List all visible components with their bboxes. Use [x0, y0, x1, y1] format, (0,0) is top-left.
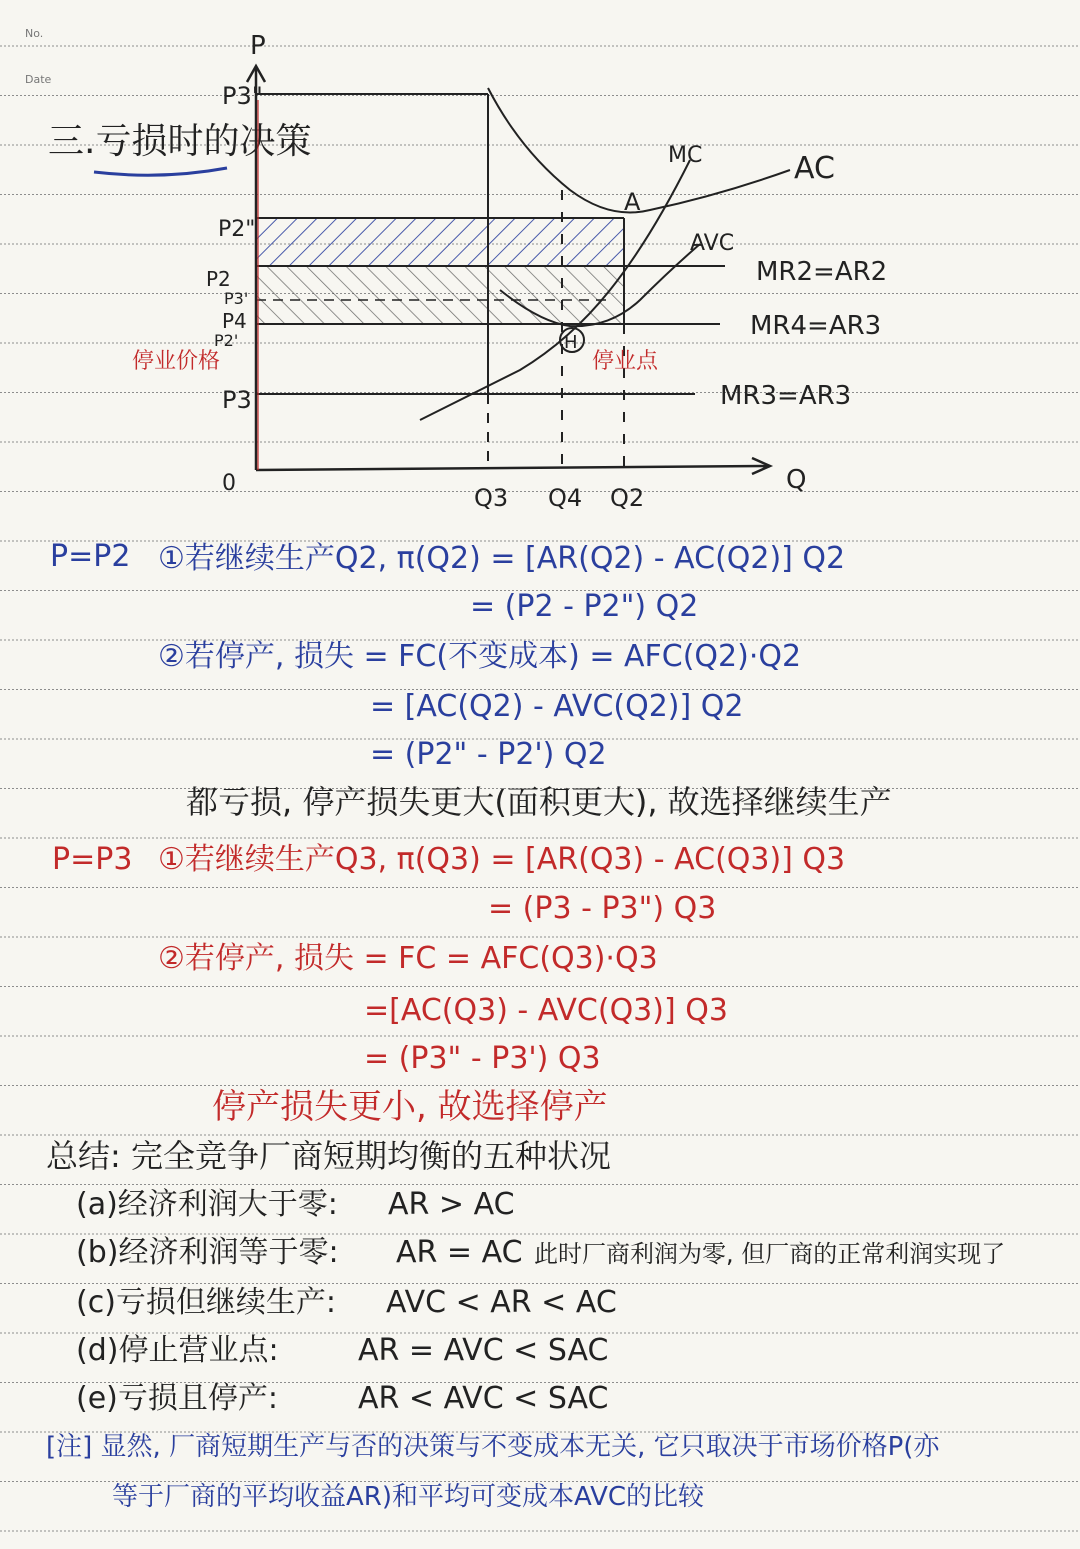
mr2-label: MR2=AR2 — [756, 257, 888, 287]
case-p2-line: = (P2" - P2') Q2 — [370, 737, 607, 772]
page-title: 三.亏损时的决策 — [48, 121, 312, 162]
summary-item-label: (e)亏损且停产: — [76, 1381, 278, 1416]
note-line: 等于厂商的平均收益AR)和平均可变成本AVC的比较 — [112, 1482, 705, 1512]
shutdown-price-label: 停业价格 — [132, 349, 221, 374]
case-p3-conclusion: 停产损失更小, 故选择停产 — [212, 1087, 608, 1127]
q-axis-label: Q — [786, 465, 807, 495]
fixed-cost-area — [256, 266, 624, 324]
loss-area-p2 — [256, 218, 624, 266]
price-label: P3' — [224, 289, 249, 308]
q-axis — [256, 466, 770, 470]
case-p2-line: ②若停产, 损失 = FC(不变成本) = AFC(Q2)·Q2 — [158, 639, 802, 674]
case-p3-line: = (P3" - P3') Q3 — [364, 1041, 601, 1076]
ac-label: AC — [794, 151, 835, 186]
price-label: P3 — [222, 386, 252, 414]
case-p2-line: = (P2 - P2") Q2 — [470, 589, 699, 624]
summary-title: 总结: 完全竞争厂商短期均衡的五种状况 — [46, 1137, 611, 1175]
mr3-label: MR3=AR3 — [720, 381, 852, 411]
cost-curve-graph — [0, 0, 1080, 525]
case-p3-line: = (P3 - P3") Q3 — [488, 891, 717, 926]
summary-item-formula: AR = AVC < SAC — [358, 1333, 609, 1368]
price-label: P3" — [222, 82, 263, 110]
summary-item-label: (d)停止营业点: — [76, 1333, 279, 1368]
price-label: P4 — [222, 309, 247, 333]
point-h-label: H — [564, 332, 578, 353]
date-label: Date — [25, 73, 52, 86]
price-label: P2 — [206, 267, 231, 291]
avc-label: AVC — [690, 231, 735, 256]
case-p2-line: ①若继续生产Q2, π(Q2) = [AR(Q2) - AC(Q2)] Q2 — [158, 541, 846, 576]
summary-item-label: (a)经济利润大于零: — [76, 1187, 338, 1222]
case-p3-label: P=P3 — [52, 842, 133, 877]
summary-item-formula: AVC < AR < AC — [386, 1285, 617, 1320]
summary-item-note: 此时厂商利润为零, 但厂商的正常利润实现了 — [534, 1240, 1006, 1268]
origin-label: 0 — [222, 471, 236, 496]
case-p3-line: ②若停产, 损失 = FC = AFC(Q3)·Q3 — [158, 941, 658, 976]
price-label: P2' — [214, 331, 239, 350]
q-label: Q4 — [548, 484, 583, 512]
shutdown-point-label: 停业点 — [592, 349, 659, 374]
q-label: Q3 — [474, 484, 509, 512]
mc-label: MC — [668, 143, 703, 168]
case-p2-line: = [AC(Q2) - AVC(Q2)] Q2 — [370, 689, 744, 724]
point-a-label: A — [624, 188, 641, 216]
summary-item-label: (b)经济利润等于零: — [76, 1235, 339, 1270]
q-label: Q2 — [610, 484, 645, 512]
case-p2-label: P=P2 — [50, 539, 131, 574]
summary-item-formula: AR < AVC < SAC — [358, 1381, 609, 1416]
summary-item-label: (c)亏损但继续生产: — [76, 1285, 337, 1320]
no-label: No. — [25, 27, 44, 40]
case-p2-conclusion: 都亏损, 停产损失更大(面积更大), 故选择继续生产 — [186, 783, 892, 821]
case-p3-line: =[AC(Q3) - AVC(Q3)] Q3 — [364, 993, 728, 1028]
summary-item-formula: AR = AC — [396, 1235, 523, 1270]
mr4-label: MR4=AR3 — [750, 311, 882, 341]
p-axis-label: P — [250, 31, 266, 61]
price-label: P2" — [218, 217, 256, 242]
summary-item-formula: AR > AC — [388, 1187, 515, 1222]
case-p3-line: ①若继续生产Q3, π(Q3) = [AR(Q3) - AC(Q3)] Q3 — [158, 842, 846, 877]
note-line: [注] 显然, 厂商短期生产与否的决策与不变成本无关, 它只取决于市场价格P(亦 — [46, 1432, 940, 1462]
